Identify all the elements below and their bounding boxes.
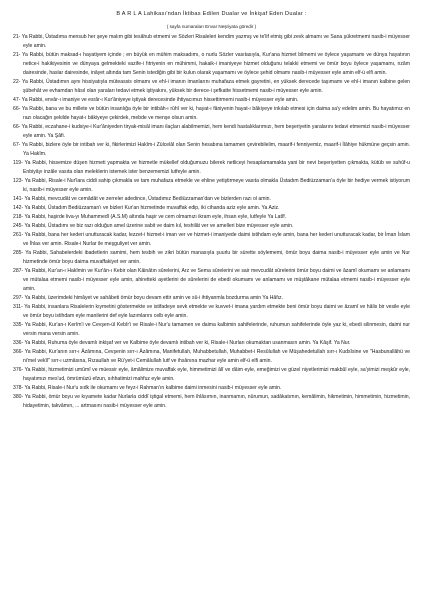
prayer-entry: 335- Ya Rabbi, Kur'an-ı Kerîm'i ve Cevşen-ül Kebîr'i ve Risale-i Nur'u tamamen ve daima kalbimin sahifelerinde, ruhumun sahifelerinde öyle yaz ki, ebedi silinmesin, daimi nur versin mana versin amin.: [13, 322, 410, 337]
prayer-entry: 22- Ya Rabbi, Üstadımın aynı hissiyatıyla müteassis olmamı ve ehl-i imanın imanlarını muhafaza etmek gayretini, en yüksek derecede taşımamı ve ehl-i imanın kalbine gelen şübehât ve evhamdan hâsıl olan yaraları tedavi etmek iştiyakını, yüksek bir derece-i şefkatte hissetmemi nasib-i müyesser eyle amin.: [13, 79, 410, 94]
prayer-entry: 47- Ya Rabbi, envâr-ı imaniye ve esrâr-ı Kur'âniyeye iştiyak derecesinde ihtiyacımızı hissettirmemi nasib-i müyesser eyle amin.: [13, 97, 299, 103]
prayer-entry: 66- Ya Rabbi, eczahane-i kudsiye-i Kur'âniyeden tiryak-misâl imanı ilaçları alabilmemizi, hem kendi hastalıklarımızı, hem beşeriyetin yaralarını tedavi etmemizi nasib-i müyesser eyle amin. Ya Şâfi.: [13, 124, 410, 139]
document-subtitle: ( sayfa numaraları Envar Neşriyata göredir ): [166, 24, 257, 29]
prayer-entry: 67- Ya Rabbi, bizlere öyle bir intibah ver ki, fikirlerimizi Hakîm-i Zülcelâl olan Senin hesabına tamamen çevirebilelim, maarif-i fenniyemiz, maarif-i İlâhiye hükmüne geçsin amin. Ya Hakîm.: [13, 142, 410, 157]
prayer-entry: 141- Ya Rabbi, mevcudât ve cemâdât ve zerreler adedince, Üstadımız Bediüzzaman'dan ve bizlerden razı ol amin.: [13, 196, 271, 202]
prayer-entry: 376- Ya Rabbi, hizmetimizi umûmî ve müessir eyle, âmâlimize muvaffak eyle, himmetimizi âlî ve dâim eyle, emeğimizi ve güzel niyetlerimizi makbûl eyle, sa'yimizi meşkûr eyle, hayatımızı mes'ud, ömrümüzü efzun, sıhhatimizi mahfuz eyle amin.: [13, 367, 410, 382]
prayer-entry: 311- Ya Rabbi, insanlara Risalelerin kıymetini göstermekte ve istifadeye sevk etmekte ve kuvvet-i imana yardım etmekte beni ömür boyu daimi ve âzamî ve hâlis bir vesile eyle ve ömür boyu istihdam eyle manilerini def eyle lazımlarını celb eyle amin.: [13, 304, 410, 319]
prayer-entry: 287- Ya Rabbi, Kur'an-ı Hakîmin ve Kur'ân-ı Kebir olan Kâinâtın sûrelerini, Arz ve Sema sûrelerini ve sair mevcudât sûrelerini ömür boyu daimi ve âzamî okumamı ve anlamamı ve mütalaa etmemi nasib-i müyesser eyle amin, ahiretteki ayetlerini de sûrelerini de ebedi okumamı ve anlamamı ve müştâkane mütalaa etmemi nasib-i müyesser eyle amin.: [13, 268, 410, 292]
prayer-entry: 142- Ya Rabbi, Üstadım Bediüzzaman'ı ve bizleri Kur'an hizmetinde muvaffak edip, iki cihanda aziz eyle amin. Ya Aziz.: [13, 205, 280, 211]
prayer-entry: 380- Ya Rabbi, ömür boyu ve kıyamete kadar Nurlarla ciddî iştigal etmemi, hem ihlâsımın, inanmamın, nûrumun, sadâkatımın, kemâlimin, hikmetimin, himmetimin, hizmetimin, hidayetimin, takvâmın, ... artmasını nasib-i müyesser eyle amin.: [13, 394, 410, 409]
prayer-entry: 21- Ya Rabbi, Üstadıma mensub her şeye malım gibi tesâhub etmemi ve Sözleri Risaleleri kendim yazmış ve te'lif etmiş gibi zevk almamı ve Sana şükretmemi nasib-i müyesser eyle amin.: [13, 34, 410, 49]
prayer-list: [13, 33, 410, 411]
prayer-entry: 285- Ya Rabbi, Sahabelerdeki ibadetlerin samimi, hem tesbih ve zikri bütün manasıyla şuurlu bir sürette söylememi, ömür boyu daima nasib-i müyesser eyle amin ve Nur hizmetinde ömür boyu daima muvaffakiyet ver amin.: [13, 250, 410, 265]
prayer-entry: 366- Ya Rabbi, Kur'anın sırr-ı Âzâmına, Cevşenin sırr-ı Âzâmına, Manifetullah, Muhabbetullah, Muhabbet-i Resûlullah ve Müşahedetullah sırr-ı Kudsîsine ve "Hasbunallâhü ve ni'mel vekîl" sırr-ı uzmâsına, Rızaullah ve Rü'yet-i Cemâlullah lutf ve ihsânına mazhar eyle amin elf-ü elfi amin.: [13, 349, 410, 364]
prayer-entry: 66- Ya Rabbi, bana ve bu millete ve bütün insanlığa öyle bir intibâh-ı rûhî ver ki, hayat-ı fâniyenin hayat-ı bâkiyeye inkılab etmesi için daima sa'y edelim amin. Bu hayatımız en razı olacağın şekilde hayat-ı bâkiyeye çekirdek, mebde ve menşe olsun amin.: [13, 106, 410, 121]
prayer-entry: 123- Ya Rabbi, Risale-i Nur'lara ciddi sahip çıkmakla ve tam muhafaza etmekle ve ehline yetiştirmeye vasıta olmakla Üstadım Bediüzzaman'a öyle bir hediye vermek istiyorum ki, nasib-i müyesser eyle amin.: [13, 178, 410, 193]
document-title: B A R L A Lahikası'ndan İktibas Edilen Dualar ve İnkişaf Eden Dualar :: [116, 11, 307, 17]
prayer-entry: 21- Ya Rabbi, bütün maksad-ı hayatiyem içinde ; en büyük en mühim maksadımı, o nurlu Sözler vasıtasıyla, Kur'ana hizmet bilmemi ve öylece yaşamamı ve dünya hayatının netice-i hakikiyesinin ve dünyaya gelmekteki vazife-i fıtriyenin en mühimmi, hakaik-i imaniyeye hizmet olduğunu telakki etmemi ve ömür boyu öylece yaşamamı, nzâm dairesinde, haslar dairesinde, inâyet altında tam Senin istediğin gibi bir kulun olarak yaşamamı ve öylece şehid olmamı nasib-i müyesser eyle amin elf-ü elfi amin.: [13, 52, 410, 76]
prayer-entry: 245- Ya Rabbi, Üstadımı ve biz razı olduğun amel üzerine sabit ve daim kıl, teshilât ver ve amelleri bize müyesser eyle amin.: [13, 223, 294, 229]
prayer-entry: 297- Ya Rabbi, üzerimdeki himâyet ve sahâbeti ömür boyu devam ettir amin ve sû-i ihtiyanmla bozdurma amin Ya Hâfız.: [13, 295, 283, 301]
prayer-entry: 261- Ya Rabbi, bana her kederi unutturacak kadar, lezzet-i hizmet-i iman ver ve hizmet-i imaniyede daimi istihdam eyle amin, bana her kederi unutturacak kadar, bir İman İslam ve İhlas ver amin. Risale-i Nurlar ile meşguliyet ver amin.: [13, 232, 410, 247]
prayer-entry: 336- Ya Rabbi, Ruhuma öyle devamlı inkişaf ver ve Kalbime öyle devamlı intibah ver ki, Risale-i Nurları okumaktan usanmasın amin. Ya Kâşif. Ya Nur.: [13, 340, 351, 346]
prayer-entry: 378- Ya Rabbi, Risale-i Nur'u sıdk ile okumamı ve feyz-i Rahman'ın kalbime daimi inmesini nasib-i müyesser eyle amin.: [13, 385, 282, 391]
prayer-entry: 119- Ya Rabbi, hissemize düşen hizmeti yapmakta ve hizmetle mükellef olduğumuzu bilerek netliceyi hesaplamamakta yani bir nevi beşeriyetten çıkmakta, kütüb ve suhûf-u Enbiyâyı inzâle vasıta olan meleklerin istemek ister benzememizi lutfeyle amin.: [13, 160, 410, 175]
prayer-entry: 218- Ya Rabbi, haşirde liva-yı Muhammedî (A.S.M) altında haşir ve cem olmamızı ikram eyle, ihsan eyle, lutfeyle Ya Latîf.: [13, 214, 287, 220]
